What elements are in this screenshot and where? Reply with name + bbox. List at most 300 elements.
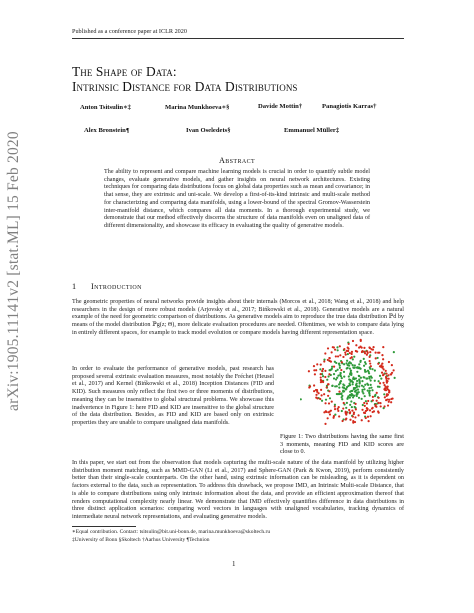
author: Anton Tsitsulin∗‡ <box>80 104 131 111</box>
red-point <box>372 399 374 401</box>
red-point <box>324 352 326 354</box>
green-point <box>342 383 344 385</box>
green-point <box>362 392 364 394</box>
red-point <box>341 420 343 422</box>
red-point <box>355 350 357 352</box>
green-point <box>370 379 372 381</box>
green-point <box>361 389 363 391</box>
red-point <box>323 411 325 413</box>
green-point <box>351 406 353 408</box>
green-point <box>352 364 354 366</box>
abstract-text: The ability to represent and compare machine learning models is crucial in order to quantify subtle model changes, evaluate generative models, and gather insights on neural network architectures. Existing techniques for comparing data distributions focus on global data properties such as mean and covariance; in that sense, they are extrinsic and uni-scale. We develop a first-of-its-kind intrinsic and multi-scale method for characterizing and comparing data manifolds, using a lower-bound of the spectral Gromov-Wasserstein inter-manifold distance, which compares all data moments. In a thorough experimental study, we demonstrate that our method effectively discerns the structure of data manifolds even on unaligned data of different dimensionality, and showcase its efficacy in evaluating the quality of generative models. <box>104 169 370 229</box>
red-point <box>369 362 371 364</box>
red-point <box>315 369 317 371</box>
red-point <box>313 384 315 386</box>
red-point <box>327 383 329 385</box>
red-point <box>387 385 389 387</box>
green-point <box>325 399 327 401</box>
red-point <box>358 346 360 348</box>
author: Marina Munkhoeva∗§ <box>165 104 230 111</box>
green-point <box>343 390 345 392</box>
green-point <box>353 356 355 358</box>
red-point <box>348 409 350 411</box>
red-point <box>343 402 345 404</box>
red-point <box>331 401 333 403</box>
red-point <box>363 412 365 414</box>
red-point <box>374 405 376 407</box>
green-point <box>341 410 343 412</box>
red-point <box>347 348 349 350</box>
red-point <box>315 396 317 398</box>
red-point <box>326 386 328 388</box>
green-point <box>364 369 366 371</box>
footnote-rule <box>72 526 136 527</box>
red-point <box>337 408 339 410</box>
red-point <box>380 405 382 407</box>
green-point <box>335 370 337 372</box>
red-point <box>338 415 340 417</box>
red-point <box>382 346 384 348</box>
green-point <box>359 382 361 384</box>
red-point <box>379 402 381 404</box>
red-point <box>383 384 385 386</box>
green-point <box>336 377 338 379</box>
green-point <box>359 380 361 382</box>
red-point <box>387 388 389 390</box>
red-point <box>365 410 367 412</box>
red-point <box>345 418 347 420</box>
red-point <box>315 394 317 396</box>
green-point <box>374 395 376 397</box>
red-point <box>361 409 363 411</box>
red-point <box>339 345 341 347</box>
green-point <box>383 393 385 395</box>
green-point <box>352 366 354 368</box>
intro-paragraph-3: In this paper, we start out from the observation that models capturing the multi-scale nature of the data manifold by utilizing higher distribution moment matching, such as MMD-GAN (Li et al., 2017) and Sphere-GAN (Park & Kwon, 2019), perform consistently better than their single-scale counterparts. On the other hand, using extrinsic information can be misleading, as it is dependent on factors external to the data, such as representation. To address this drawback, we propose IMD, an Intrinsic Multi-scale Distance, that is able to compare distributions using only intrinsic information about the data, and provide an efficient approximation thereof that renders computational complexity nearly linear. We demonstrate that IMD effectively quantifies difference in data distributions in three distinct application scenarios: comparing word vectors in languages with unaligned vocabularies, tracking dynamics of intermediate neural network representations, and evaluating generative models. <box>72 460 404 520</box>
red-point <box>355 408 357 410</box>
green-point <box>343 363 345 365</box>
green-point <box>340 392 342 394</box>
green-point <box>333 373 335 375</box>
green-point <box>377 386 379 388</box>
red-point <box>370 415 372 417</box>
red-point <box>366 354 368 356</box>
green-point <box>349 361 351 363</box>
green-point <box>331 366 333 368</box>
green-point <box>353 395 355 397</box>
green-point <box>336 346 338 348</box>
green-point <box>357 389 359 391</box>
red-point <box>361 351 363 353</box>
green-point <box>356 380 358 382</box>
green-point <box>371 389 373 391</box>
red-point <box>316 363 318 365</box>
green-point <box>337 375 339 377</box>
green-point <box>349 384 351 386</box>
green-point <box>349 396 351 398</box>
abstract-heading: Abstract <box>218 156 256 165</box>
green-point <box>377 380 379 382</box>
red-point <box>349 419 351 421</box>
red-point <box>376 392 378 394</box>
red-point <box>308 370 310 372</box>
green-point <box>370 384 372 386</box>
figure-1-scatter <box>300 334 406 430</box>
red-point <box>349 411 351 413</box>
red-point <box>324 402 326 404</box>
green-point <box>345 388 347 390</box>
green-point <box>346 402 348 404</box>
red-point <box>313 365 315 367</box>
green-point <box>346 398 348 400</box>
red-point <box>382 358 384 360</box>
green-point <box>365 363 367 365</box>
section-heading <box>72 282 142 291</box>
red-point <box>390 401 392 403</box>
green-point <box>363 365 365 367</box>
running-header: Published as a conference paper at ICLR 2020 <box>72 28 187 35</box>
red-point <box>320 373 322 375</box>
red-point <box>349 352 351 354</box>
red-point <box>353 412 355 414</box>
red-point <box>324 376 326 378</box>
red-point <box>349 357 351 359</box>
green-point <box>300 398 302 400</box>
green-point <box>334 385 336 387</box>
green-point <box>348 375 350 377</box>
green-point <box>365 400 367 402</box>
red-point <box>364 351 366 353</box>
author: Emmanuel Müller‡ <box>284 127 340 134</box>
red-point <box>360 339 362 341</box>
red-point <box>344 351 346 353</box>
red-point <box>370 348 372 350</box>
paper-title-line2: Intrinsic Distance for Data Distributions <box>72 79 298 94</box>
green-point <box>339 381 341 383</box>
red-point <box>333 366 335 368</box>
red-point <box>329 413 331 415</box>
red-point <box>334 349 336 351</box>
green-point <box>354 364 356 366</box>
red-point <box>314 373 316 375</box>
green-point <box>358 397 360 399</box>
red-point <box>386 382 388 384</box>
green-point <box>321 400 323 402</box>
red-point <box>367 408 369 410</box>
green-point <box>352 383 354 385</box>
red-point <box>328 360 330 362</box>
red-point <box>327 347 329 349</box>
red-point <box>355 344 357 346</box>
red-point <box>323 360 325 362</box>
green-point <box>338 363 340 365</box>
green-point <box>349 381 351 383</box>
figure-1-caption: Figure 1: Two distributions having the same first 3 moments, meaning FID and KID scores are close to 0. <box>280 434 404 455</box>
green-point <box>341 398 343 400</box>
green-point <box>352 358 354 360</box>
red-point <box>373 410 375 412</box>
green-point <box>358 385 360 387</box>
green-point <box>379 375 381 377</box>
green-point <box>348 365 350 367</box>
red-point <box>352 340 354 342</box>
green-distribution <box>300 342 396 421</box>
green-point <box>363 358 365 360</box>
red-point <box>345 353 347 355</box>
red-point <box>390 373 392 375</box>
green-point <box>341 377 343 379</box>
red-point <box>354 416 356 418</box>
header-rule <box>72 38 404 39</box>
green-point <box>366 377 368 379</box>
green-point <box>326 379 328 381</box>
red-point <box>361 347 363 349</box>
red-point <box>354 403 356 405</box>
red-point <box>323 393 325 395</box>
green-point <box>329 397 331 399</box>
red-point <box>322 368 324 370</box>
green-point <box>363 386 365 388</box>
red-point <box>372 407 374 409</box>
green-point <box>337 393 339 395</box>
green-point <box>349 367 351 369</box>
red-point <box>382 382 384 384</box>
green-point <box>374 380 376 382</box>
red-point <box>342 356 344 358</box>
green-point <box>364 395 366 397</box>
red-point <box>335 355 337 357</box>
green-point <box>368 387 370 389</box>
red-point <box>324 423 326 425</box>
red-point <box>341 361 343 363</box>
green-point <box>343 371 345 373</box>
red-point <box>352 415 354 417</box>
green-point <box>353 388 355 390</box>
red-point <box>372 396 374 398</box>
green-point <box>346 360 348 362</box>
red-point <box>369 409 371 411</box>
red-point <box>385 370 387 372</box>
green-point <box>350 369 352 371</box>
green-point <box>357 366 359 368</box>
green-point <box>374 369 376 371</box>
red-point <box>379 382 381 384</box>
green-point <box>367 384 369 386</box>
green-point <box>349 404 351 406</box>
green-point <box>351 390 353 392</box>
red-point <box>385 373 387 375</box>
red-point <box>381 363 383 365</box>
red-point <box>377 402 379 404</box>
red-point <box>315 389 317 391</box>
red-point <box>347 350 349 352</box>
red-point <box>375 357 377 359</box>
red-point <box>390 398 392 400</box>
red-point <box>337 355 339 357</box>
red-point <box>352 422 354 424</box>
red-point <box>388 361 390 363</box>
footnote-contact: ∗Equal contribution. Contact: tsitsulin@bit.uni-bonn.de, marina.munkhoeva@skoltech.ru <box>72 529 271 535</box>
green-point <box>355 394 357 396</box>
green-point <box>371 368 373 370</box>
red-point <box>387 404 389 406</box>
author: Davide Mottin† <box>258 103 303 110</box>
red-point <box>351 410 353 412</box>
author: Alex Bronstein¶ <box>84 127 130 134</box>
green-point <box>339 367 341 369</box>
page-number: 1 <box>232 560 236 568</box>
section-number: 1 <box>72 282 77 291</box>
green-point <box>380 378 382 380</box>
green-point <box>350 372 352 374</box>
green-point <box>333 377 335 379</box>
red-point <box>383 373 385 375</box>
red-point <box>328 390 330 392</box>
red-point <box>321 370 323 372</box>
green-point <box>323 358 325 360</box>
green-point <box>361 398 363 400</box>
red-point <box>329 357 331 359</box>
green-point <box>332 385 334 387</box>
green-point <box>369 368 371 370</box>
red-point <box>320 389 322 391</box>
green-point <box>363 388 365 390</box>
green-point <box>367 370 369 372</box>
arxiv-stamp: arXiv:1905.11141v2 [stat.ML] 15 Feb 2020 <box>5 131 22 411</box>
author: Panagiotis Karras† <box>322 103 377 110</box>
green-point <box>352 381 354 383</box>
red-point <box>388 378 390 380</box>
green-point <box>319 368 321 370</box>
red-point <box>367 416 369 418</box>
red-point <box>334 408 336 410</box>
red-point <box>327 417 329 419</box>
red-point <box>317 392 319 394</box>
red-point <box>334 405 336 407</box>
red-point <box>376 400 378 402</box>
red-point <box>328 373 330 375</box>
red-point <box>333 415 335 417</box>
red-point <box>331 351 333 353</box>
red-point <box>339 354 341 356</box>
green-point <box>360 377 362 379</box>
green-point <box>355 384 357 386</box>
red-point <box>370 365 372 367</box>
green-point <box>347 353 349 355</box>
red-point <box>368 420 370 422</box>
red-point <box>391 364 393 366</box>
red-point <box>387 374 389 376</box>
red-point <box>375 351 377 353</box>
green-point <box>358 363 360 365</box>
footnote-affiliations: ‡University of Bonn §Skoltech †Aarhus University ¶Technion <box>72 537 210 543</box>
red-point <box>313 390 315 392</box>
green-point <box>348 378 350 380</box>
red-point <box>324 370 326 372</box>
red-point <box>385 377 387 379</box>
red-point <box>369 360 371 362</box>
green-point <box>371 377 373 379</box>
red-point <box>363 347 365 349</box>
green-point <box>359 368 361 370</box>
green-point <box>364 384 366 386</box>
paper-title-line1: The Shape of Data: <box>72 64 177 79</box>
intro-paragraph-1: The geometric properties of neural networks provide insights about their internals (Morcos et al., 2018; Wang et al., 2018) and help researchers in the design of more robust models (Arjovsky et al., 2017; Bińkowski et al., 2018). Generative models are a natural example of the need for geometric comparison of distributions. As generative models aim to reproduce the true data distribution ℙd by means of the model distribution ℙg(z; Θ), more delicate evaluation procedures are needed. Oftentimes, we wish to compare data lying in entirely different spaces, for example to track model evolution or compare models having different representation space. <box>72 299 404 336</box>
red-point <box>381 354 383 356</box>
green-point <box>369 394 371 396</box>
red-point <box>338 391 340 393</box>
red-point <box>377 363 379 365</box>
green-point <box>368 372 370 374</box>
green-point <box>337 349 339 351</box>
red-point <box>328 402 330 404</box>
red-point <box>388 401 390 403</box>
green-point <box>341 396 343 398</box>
green-point <box>361 380 363 382</box>
red-point <box>320 364 322 366</box>
green-point <box>368 391 370 393</box>
green-point <box>377 357 379 359</box>
red-point <box>342 407 344 409</box>
red-point <box>357 414 359 416</box>
intro-paragraph-2: In order to evaluate the performance of generative models, past research has proposed several extrinsic evaluation measures, most notably the Fréchet (Heusel et al., 2017) and Kernel (Bińkowski et al., 2018) Inception Distances (FID and KID). Such measures only reflect the first two or three moments of distributions, meaning they can be insensitive to global structural problems. We showcase this inadvertence in Figure 1: here FID and KID are insensitive to the global structure of the data distribution. Besides, as FID and KID are based only on extrinsic properties they are unable to compare unaligned data manifolds. <box>72 366 274 426</box>
red-point <box>384 396 386 398</box>
red-point <box>372 346 374 348</box>
red-point <box>378 397 380 399</box>
red-point <box>365 417 367 419</box>
red-point <box>393 369 395 371</box>
green-point <box>327 375 329 377</box>
red-point <box>378 412 380 414</box>
green-point <box>350 400 352 402</box>
green-point <box>363 376 365 378</box>
red-point <box>343 348 345 350</box>
green-point <box>362 404 364 406</box>
red-point <box>322 381 324 383</box>
red-point <box>320 394 322 396</box>
green-point <box>335 362 337 364</box>
red-point <box>366 402 368 404</box>
green-point <box>353 378 355 380</box>
red-point <box>368 346 370 348</box>
red-point <box>384 389 386 391</box>
green-point <box>346 367 348 369</box>
red-point <box>377 352 379 354</box>
red-point <box>364 405 366 407</box>
red-point <box>367 400 369 402</box>
red-point <box>329 411 331 413</box>
red-point <box>388 399 390 401</box>
red-point <box>351 351 353 353</box>
red-point <box>337 410 339 412</box>
red-point <box>379 365 381 367</box>
green-point <box>393 351 395 353</box>
green-point <box>349 394 351 396</box>
red-point <box>363 402 365 404</box>
red-point <box>381 372 383 374</box>
red-point <box>319 398 321 400</box>
red-point <box>327 395 329 397</box>
green-point <box>322 375 324 377</box>
red-point <box>386 395 388 397</box>
green-point <box>345 407 347 409</box>
red-point <box>320 376 322 378</box>
green-point <box>342 386 344 388</box>
green-point <box>394 377 396 379</box>
red-point <box>361 419 363 421</box>
green-point <box>358 375 360 377</box>
green-point <box>359 361 361 363</box>
